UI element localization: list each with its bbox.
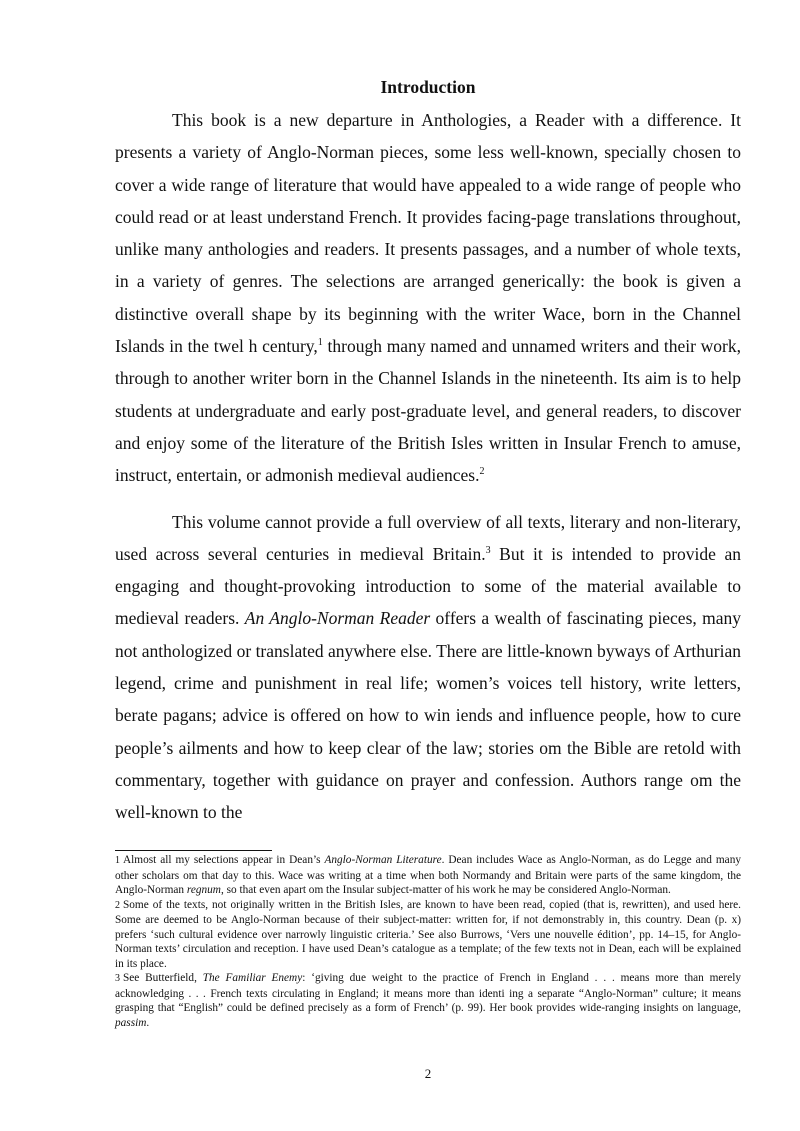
footnote-number: 3 [115, 973, 120, 984]
page-number: 2 [424, 1066, 432, 1081]
section-heading: Introduction [380, 77, 476, 97]
paragraph-1-text-b: through many named and unnamed writers and their work, through to another writer born in the Channel Islands in the nineteenth. Its aim is to help students at undergraduate and early post-graduate level, and general readers, to discover and enjoy some of the literature of the British Isles written in Insular French to amuse, instruct, entertain, or admonish medieval audiences. [115, 336, 741, 486]
footnote-ref-2[interactable]: 2 [479, 466, 485, 478]
book-title: An Anglo-Norman Reader [244, 608, 431, 629]
footnote-text: Almost all my selections appear in Dean’s [123, 854, 325, 866]
footnote-ref-1[interactable]: 1 [317, 337, 323, 349]
footnote-3 [115, 971, 741, 1030]
body-text [115, 104, 741, 829]
footnote-italic: regnum [186, 884, 221, 896]
footnote-italic: passim [115, 1016, 147, 1029]
paragraph-1 [115, 104, 741, 492]
footnotes [115, 853, 741, 1030]
paragraph-2-text-a: This volume cannot provide a full overview of all texts, literary and non-literary, used across several centuries in medieval Britain. [115, 511, 741, 564]
footnote-text: . [146, 1016, 150, 1029]
document-page [115, 0, 741, 1131]
footnote-text: . Dean includes Wace as Anglo-Norman, as do Legge and many other scholars om that day to this. Wace was writing at a time when both Normandy and Britain were parts of the same kingdom, the Anglo-Norman [115, 854, 741, 896]
paragraph-2 [115, 506, 741, 829]
footnote-text: See Butterfield, [123, 972, 203, 984]
footnote-ref-3[interactable]: 3 [485, 544, 491, 556]
footnote-italic: Anglo-Norman Literature [324, 854, 442, 866]
paragraph-2-text-c: offers a wealth of fascinating pieces, many not anthologized or translated anywhere else. There are little-known byways of Arthurian legend, crime and punishment in real life; women’s voices tell history, write letters, berate pagans; advice is offered on how to win iends and influence people, how to cure people’s ailments and how to keep clear of the law; stories om the Bible are retold with commentary, together with guidance on prayer and confession. Authors range om the well-known to the [115, 608, 742, 823]
footnote-1 [115, 853, 741, 898]
footnote-number: 2 [115, 899, 120, 911]
paragraph-1-text-a: This book is a new departure in Anthologies, a Reader with a difference. It presents a variety of Anglo-Norman pieces, some less well-known, specially chosen to cover a wide range of literature that would have appealed to a wide range of people who could read or at least understand French. It provides facing-page translations throughout, unlike many anthologies and readers. It presents passages, and a number of whole texts, in a variety of genres. The selections are arranged generically: the book is given a distinctive overall shape by its beginning with the writer Wace, born in the Channel Islands in the twel h century, [115, 110, 741, 357]
footnote-text: Some of the texts, not originally written in the British Isles, are known to have been read, copied (that is, rewritten), and used here. Some are deemed to be Anglo-Norman because of their subject-matter: written for, if not demonstrably in, this country. Dean (p. x) prefers ‘such cultural evidence over narrowly linguistic criteria.’ See also Burrows, ‘Vers une nouvelle édition’, pp. 14–15, for Anglo-Norman texts’ circulation and reception. I have used Dean’s catalogue as a template; of the few texts not in Dean, each will be explained in its place. [115, 898, 741, 970]
footnote-divider [115, 850, 272, 851]
paragraph-2-text-b: But it is intended to provide an engaging and thought-provoking introduction to some of the material available to medieval readers. [115, 543, 741, 629]
footnote-text: : ‘giving due weight to the practice of French in England . . . means more than merely acknowledging . . . French texts circulating in England; it means more than identi ing a separate “Anglo-Norman” culture; it means grasping that “English” could be defined precisely as a form of French’ (p. 99). Her book provides wide-ranging insights on language, [115, 972, 741, 1014]
footnote-text: , so that even apart om the Insular subject-matter of his work he may be considered Anglo-Norman. [220, 884, 671, 896]
footnote-italic: The Familiar Enemy [202, 972, 303, 984]
footnote-2 [115, 898, 741, 972]
footnote-number: 1 [115, 855, 120, 866]
